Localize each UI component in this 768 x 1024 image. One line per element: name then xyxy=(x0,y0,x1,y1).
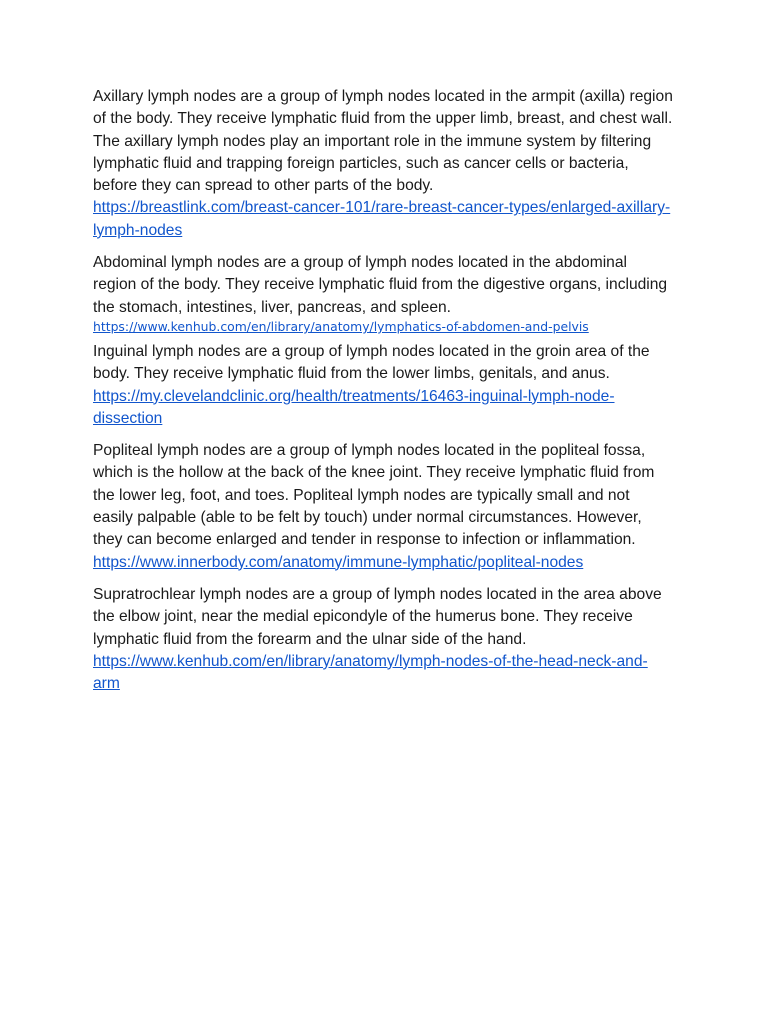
link-popliteal[interactable]: https://www.innerbody.com/anatomy/immune-lymphatic/popliteal-nodes xyxy=(93,553,584,571)
paragraph-supratrochlear xyxy=(93,584,673,695)
document-page xyxy=(93,86,673,705)
paragraph-text: Supratrochlear lymph nodes are a group of lymph nodes located in the area above the elbow joint, near the medial epicondyle of the humerus bone. They receive lymphatic fluid from the forearm and the ulnar side of the hand. xyxy=(93,585,662,648)
paragraph-popliteal xyxy=(93,440,673,574)
paragraph-inguinal xyxy=(93,341,673,430)
paragraph-axillary xyxy=(93,86,673,242)
paragraph-text: Popliteal lymph nodes are a group of lymph nodes located in the popliteal fossa, which is the hollow at the back of the knee joint. They receive lymphatic fluid from the lower leg, foot, and toes. Popliteal lymph nodes are typically small and not easily palpable (able to be felt by touch) under normal circumstances. However, they can become enlarged and tender in response to infection or inflammation. xyxy=(93,442,655,549)
paragraph-text: Axillary lymph nodes are a group of lymph nodes located in the armpit (axilla) region of the body. They receive lymphatic fluid from the upper limb, breast, and chest wall. The axillary lymph nodes play an important role in the immune system by filtering lymphatic fluid and trapping foreign particles, such as cancer cells or bacteria, before they can spread to other parts of the body. xyxy=(93,88,673,195)
link-inguinal[interactable]: https://my.clevelandclinic.org/health/treatments/16463-inguinal-lymph-node-dissection xyxy=(93,387,615,427)
paragraph-abdominal xyxy=(93,252,673,335)
paragraph-text: Abdominal lymph nodes are a group of lymph nodes located in the abdominal region of the body. They receive lymphatic fluid from the digestive organs, including the stomach, intestines, liver, pancreas, and spleen. xyxy=(93,254,668,316)
link-abdominal[interactable]: https://www.kenhub.com/en/library/anatomy/lymphatics-of-abdomen-and-pelvis xyxy=(93,318,589,334)
link-axillary[interactable]: https://breastlink.com/breast-cancer-101/rare-breast-cancer-types/enlarged-axillary-lymph-nodes xyxy=(93,199,671,239)
link-supratrochlear[interactable]: https://www.kenhub.com/en/library/anatomy/lymph-nodes-of-the-head-neck-and-arm xyxy=(93,652,648,693)
paragraph-text: Inguinal lymph nodes are a group of lymph nodes located in the groin area of the body. They receive lymphatic fluid from the lower limbs, genitals, and anus. xyxy=(93,342,650,383)
